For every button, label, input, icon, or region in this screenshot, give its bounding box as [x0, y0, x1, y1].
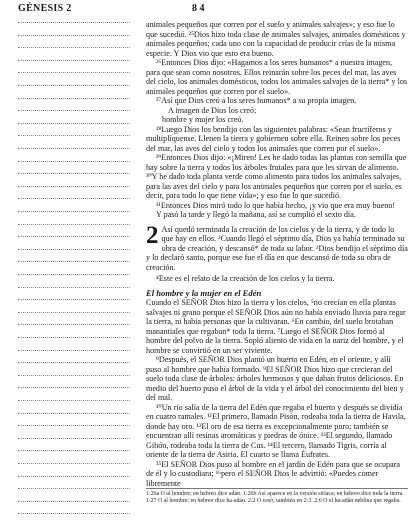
note-line	[18, 299, 130, 300]
verse-4-line: ⁴Este es el relato de la creación de los cielos y la tierra.	[156, 274, 335, 283]
verse-paragraph: ¹⁰Un río salía de la tierra del Edén que regaba el huerto y después se dividía en cuatro ramales. ¹¹El primero, llamado Pisón, rodeaba toda la tierra de Havila, donde hay oro. ¹²El oro de esa tierra es excepcionalmente puro; también se encuentran allí resinas aromáticas y piedras de ónice. ¹³El segundo, llamado Gihón, rodeaba toda la tierra de Cus. ¹⁴El tercero, llamado Tigris, corría al oriente de la tierra de Asiria. El cuarto se llama Éufrates.	[146, 402, 406, 459]
note-line	[18, 161, 130, 162]
note-line	[18, 375, 130, 376]
verse-paragraph: ⁸Después, el SEÑOR Dios plantó un huerto en Edén, en el oriente, y allí puso al hombre que había formado. ⁹El SEÑOR Dios hizo que crecieran del suelo toda clase de árboles: árboles hermosos y que daban frutos deliciosos. En medio del huerto puso el árbol de la vida y el árbol del conocimiento del bien y del mal.	[146, 355, 404, 402]
chapter-2-text: Así quedó terminada la creación de los cielos y de la tierra, y de todo lo que hay en ellos. ²Cuando llegó el séptimo día, Dios ya había terminado su obra de creación, y descansó* de toda su labor. ³Dios bendijo el séptimo día y lo declaró santo, porque ese fue el día en que descansó de toda su obra de creación.	[146, 224, 408, 272]
scripture-column	[146, 20, 408, 505]
note-line	[18, 198, 130, 199]
verse-paragraph: ²⁸Luego Dios los bendijo con las siguientes palabras: «Sean fructíferos y multiplíquense. Llenen la tierra y gobiernen sobre ella. Reinen sobre los peces del mar, las aves del cielo y todos los animales que corren por el suelo».	[146, 124, 401, 153]
running-header	[14, 3, 404, 17]
note-line	[18, 110, 130, 111]
note-line	[18, 450, 130, 451]
note-line	[18, 224, 130, 225]
note-line	[18, 513, 130, 514]
note-line	[18, 312, 130, 313]
note-line	[18, 148, 130, 149]
note-line	[18, 173, 130, 174]
note-line	[18, 274, 130, 275]
note-line	[18, 236, 130, 237]
note-line	[18, 413, 130, 414]
verse-paragraph: hombre y mujer los creó.	[162, 115, 244, 124]
chapter-heading: GÉNESIS 2	[18, 3, 72, 14]
verse-paragraph: ²⁹Entonces Dios dijo: «¡Miren! Les he dado todas las plantas con semilla que hay sobre la tierra y todos los árboles frutales para que les sirvan de alimento. ³⁰Y he dado toda planta verde como alimento para todos los animales salvajes, para las aves del cielo y para los animales pequeños que corren por el suelo, es decir, para todo lo que tiene vida»; y eso fue lo que sucedió.	[146, 153, 407, 200]
note-line	[18, 463, 130, 464]
verse-paragraph: Y pasó la tarde y llegó la mañana, así se cumplió el sexto día.	[156, 210, 356, 219]
note-line	[18, 186, 130, 187]
page-number: 8 4	[192, 3, 205, 14]
verse-paragraph: ²⁷Así que Dios creó a los seres humanos* a su propia imagen.	[156, 96, 357, 105]
note-line	[18, 22, 130, 23]
note-line	[18, 85, 130, 86]
note-line	[18, 425, 130, 426]
note-line	[18, 60, 130, 61]
note-line	[18, 261, 130, 262]
note-line	[18, 438, 130, 439]
note-line	[18, 72, 130, 73]
verse-paragraph: A imagen de Dios los creó;	[168, 105, 257, 115]
note-line	[18, 287, 130, 288]
note-line	[18, 337, 130, 338]
note-line	[18, 387, 130, 388]
note-line	[18, 98, 130, 99]
note-line	[18, 362, 130, 363]
note-line	[18, 135, 130, 136]
note-line	[18, 350, 130, 351]
section-2-body	[146, 298, 408, 488]
note-line	[18, 400, 130, 401]
note-line	[18, 211, 130, 212]
note-lines-column	[18, 22, 130, 527]
verse-paragraph: Cuando el SEÑOR Dios hizo la tierra y los cielos, ⁵no crecían en ella plantas salvajes ni grano porque el SEÑOR Dios aún no había enviado lluvia para regar la tierra, ni había personas que la cultivaran. ⁶En cambio, del suelo brotaban manantiales que regaban* toda la tierra. ⁷Luego el SEÑOR Dios formó al hombre del polvo de la tierra. Sopló aliento de vida en la nariz del hombre, y el hombre se convirtió en un ser viviente.	[146, 298, 406, 355]
verse-paragraph: animales pequeños que corren por el suelo y animales salvajes»; y eso fue lo que sucedió. ²⁵Dios hizo toda clase de animales salvajes, animales domésticos y animales pequeños; cada uno con la capacidad de producir crías de la misma especie. Y Dios vio que esto era bueno.	[146, 20, 406, 58]
note-line	[18, 476, 130, 477]
footnotes: 1:26a O al hombre; en hebreo dice adán. 1:26b Así aparece en la versión siríaca; en hebreo dice toda la tierra. 1:27 O al hombre; en hebreo dice ha-adán. 2:2 O cesó; también en 2:3. 2:6 O el ha-adán neblina que regaba.	[146, 488, 408, 505]
verse-paragraph: ¹⁵El SEÑOR Dios puso al hombre en el jardín de Edén para que se ocupara de él y lo custodiara; ¹⁶pero el SEÑOR Dios le advirtió: «Puedes comer libremente	[146, 459, 400, 488]
note-line	[18, 488, 130, 489]
note-line	[18, 324, 130, 325]
genesis-1-end	[146, 20, 408, 220]
note-line	[18, 249, 130, 250]
verse-paragraph: ³¹Entonces Dios miró todo lo que había hecho, ¡y vio que era muy bueno!	[156, 200, 396, 210]
note-line	[18, 123, 130, 124]
section-heading: El hombre y la mujer en el Edén	[146, 287, 262, 298]
chapter-2-opening	[146, 221, 408, 273]
verse-paragraph: ²⁶Entonces Dios dijo: «Hagamos a los seres humanos* a nuestra imagen, para que sean como nosotros. Ellos reinarán sobre los peces del mar, las aves del cielo, los animales domésticos, todos los animales salvajes de la tierra* y los animales pequeños que corren por el suelo».	[146, 58, 408, 96]
note-line	[18, 501, 130, 502]
note-line	[18, 47, 130, 48]
chapter-number: 2	[146, 221, 159, 249]
note-line	[18, 35, 130, 36]
